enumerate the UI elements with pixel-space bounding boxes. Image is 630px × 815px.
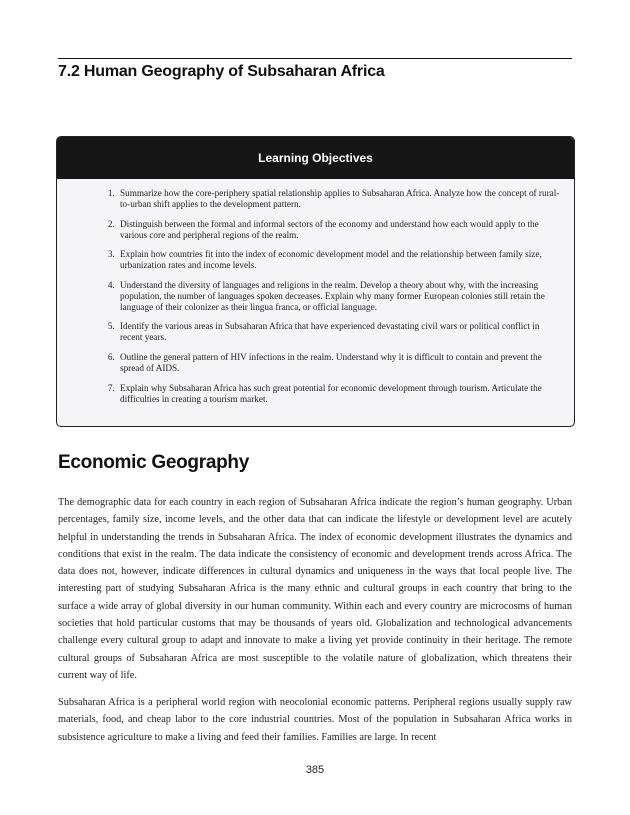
objective-item: 5. Identify the various areas in Subsaharan Africa that have experienced devastating civil wars or political conflict in recent years. <box>117 321 562 343</box>
objective-item: 2. Distinguish between the formal and informal sectors of the economy and understand how each would apply to the various core and peripheral regions of the realm. <box>117 219 562 241</box>
body-paragraph: The demographic data for each country in each region of Subsaharan Africa indicate the region’s human geography. Urban percentages, family size, income levels, and the other data that can indicate the lifestyle or development level are acutely helpful in understanding the trends in Subsaharan Africa. The index of economic development illustrates the dynamics and conditions that exist in the realm. The data indicate the consistency of economic and development trends across Africa. The data does not, however, indicate differences in cultural dynamics and uniqueness in the ways that local people live. The interesting part of studying Subsaharan Africa is the many ethnic and cultural groups in each country that bring to the surface a wide array of global diversity in our human community. Within each and every country are microcosms of human societies that hold particular customs that may be thousands of years old. Globalization and technological advancements challenge every cultural group to adapt and innovate to make a living yet provide continuity in their heritage. The remote cultural groups of Subsaharan Africa are most susceptible to the volatile nature of globalization, which threatens their current way of life. <box>58 497 572 681</box>
objective-item: 6. Outline the general pattern of HIV infections in the realm. Understand why it is difficult to contain and prevent the spread of AIDS. <box>117 352 562 374</box>
economic-geography-heading: Economic Geography <box>58 452 249 473</box>
learning-objectives-list <box>57 179 574 405</box>
objective-item: 3. Explain how countries fit into the index of economic development model and the relationship between family size, urbanization rates and income levels. <box>117 249 562 271</box>
top-rule <box>58 58 572 59</box>
objective-item: 7. Explain why Subsaharan Africa has such great potential for economic development through tourism. Articulate the difficulties in creating a tourism market. <box>117 383 562 405</box>
body-paragraph: Subsaharan Africa is a peripheral world region with neocolonial economic patterns. Peripheral regions usually supply raw materials, food, and cheap labor to the core industrial countries. Most of the population in Subsaharan Africa works in subsistence agriculture to make a living and feed their families. Families are large. In recent <box>58 697 572 743</box>
page-number: 385 <box>305 764 325 776</box>
learning-objectives-title: Learning Objectives <box>57 137 574 179</box>
objective-item: 4. Understand the diversity of languages and religions in the realm. Develop a theory about why, with the increasing population, the number of languages spoken decreases. Explain why many former European colonies still retain the language of their colonizer as their lingua franca, or official language. <box>117 280 562 313</box>
learning-objectives-box <box>56 136 575 427</box>
section-title: 7.2 Human Geography of Subsaharan Africa <box>58 63 385 80</box>
objective-item: 1. Summarize how the core-periphery spatial relationship applies to Subsaharan Africa. Analyze how the concept of rural-to-urban shift applies to the development pattern. <box>117 188 562 210</box>
